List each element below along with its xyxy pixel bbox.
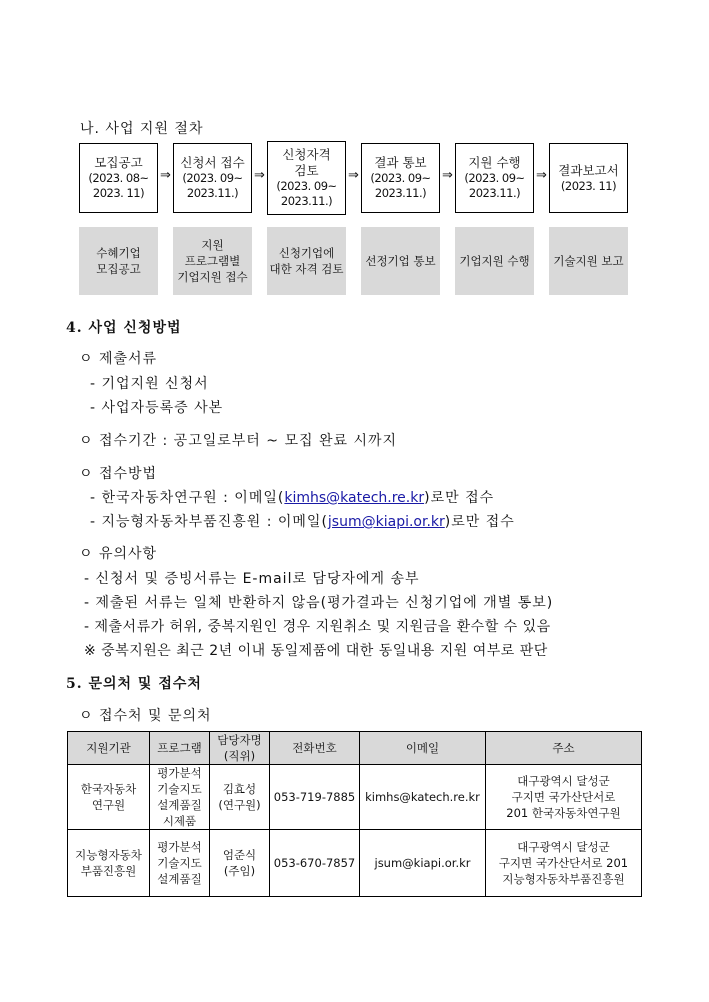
table-header-row bbox=[68, 732, 642, 765]
method-suffix: )로만 접수 bbox=[424, 490, 495, 506]
section4-title: 4. 사업 신청방법 bbox=[66, 320, 182, 336]
method-title: ㅇ 접수방법 bbox=[79, 466, 158, 482]
step-date: (2023. 08~ 2023. 11) bbox=[88, 171, 149, 200]
step-date: (2023. 09~ 2023.11.) bbox=[464, 171, 525, 200]
step-box-execution bbox=[455, 143, 534, 213]
header-cell: 전화번호 bbox=[270, 732, 360, 765]
step-box-review bbox=[267, 141, 346, 215]
step-description: 수혜기업 모집공고 bbox=[79, 227, 158, 295]
note-item: - 제출된 서류는 일체 반환하지 않음(평가결과는 신청기업에 개별 통보) bbox=[84, 595, 554, 611]
arrow-icon: ⇒ bbox=[536, 168, 547, 183]
method-katech bbox=[90, 487, 494, 507]
table-cell: 김효성 (연구원) bbox=[210, 765, 270, 830]
method-suffix: )로만 접수 bbox=[444, 514, 515, 530]
step-name: 신청자격 검토 bbox=[282, 147, 331, 178]
arrow-icon: ⇒ bbox=[442, 168, 453, 183]
step-description: 기업지원 수행 bbox=[455, 227, 534, 295]
method-prefix: - 한국자동차연구원 : 이메일( bbox=[90, 490, 285, 506]
table-cell: 한국자동차 연구원 bbox=[68, 765, 150, 830]
header-cell: 지원기관 bbox=[68, 732, 150, 765]
table-cell: jsum@kiapi.or.kr bbox=[360, 830, 486, 897]
step-box-notification bbox=[361, 143, 440, 213]
step-name: 결과보고서 bbox=[558, 162, 619, 178]
warning-note: ※ 중복지원은 최근 2년 이내 동일제품에 대한 동일내용 지원 여부로 판단 bbox=[84, 643, 548, 659]
table-row bbox=[68, 765, 642, 830]
table-cell: 대구광역시 달성군 구지면 국가산단서로 201 지능형자동차부품진흥원 bbox=[486, 830, 642, 897]
section5-title: 5. 문의처 및 접수처 bbox=[66, 676, 202, 692]
method-kiapi bbox=[90, 511, 515, 531]
step-name: 모집공고 bbox=[94, 155, 143, 170]
step-box-application bbox=[173, 143, 252, 213]
step-name: 결과 통보 bbox=[374, 155, 427, 170]
table-cell: 053-670-7857 bbox=[270, 830, 360, 897]
docs-item: - 사업자등록증 사본 bbox=[90, 400, 224, 416]
header-cell: 프로그램 bbox=[150, 732, 210, 765]
contact-table bbox=[67, 731, 642, 897]
step-box-report bbox=[549, 143, 628, 213]
table-cell: 053-719-7885 bbox=[270, 765, 360, 830]
period-text: ㅇ 접수기간 : 공고일로부터 ~ 모집 완료 시까지 bbox=[79, 433, 398, 449]
step-description: 신청기업에 대한 자격 검토 bbox=[267, 227, 346, 295]
table-cell: kimhs@katech.re.kr bbox=[360, 765, 486, 830]
step-date: (2023. 11) bbox=[560, 178, 617, 193]
step-date: (2023. 09~ 2023.11.) bbox=[276, 179, 337, 208]
step-name: 신청서 접수 bbox=[180, 155, 245, 170]
header-cell: 주소 bbox=[486, 732, 642, 765]
table-cell: 평가분석 기술지도 설계품질 시제품 bbox=[150, 765, 210, 830]
table-cell: 대구광역시 달성군 구지면 국가산단서로 201 한국자동차연구원 bbox=[486, 765, 642, 830]
note-item: - 신청서 및 증빙서류는 E-mail로 담당자에게 송부 bbox=[84, 571, 420, 587]
contact-subtitle: ㅇ 접수처 및 문의처 bbox=[79, 708, 212, 724]
step-description: 지원 프로그램별 기업지원 접수 bbox=[173, 227, 252, 295]
arrow-icon: ⇒ bbox=[254, 168, 265, 183]
docs-title: ㅇ 제출서류 bbox=[79, 351, 158, 367]
procedure-heading: 나. 사업 지원 절차 bbox=[80, 121, 204, 137]
step-name: 지원 수행 bbox=[468, 155, 521, 170]
email-link-kiapi[interactable]: jsum@kiapi.or.kr bbox=[327, 514, 445, 530]
step-description: 선정기업 통보 bbox=[361, 227, 440, 295]
docs-item: - 기업지원 신청서 bbox=[90, 376, 209, 392]
notes-title: ㅇ 유의사항 bbox=[79, 546, 158, 562]
header-cell: 담당자명 (직위) bbox=[210, 732, 270, 765]
note-item: - 제출서류가 허위, 중복지원인 경우 지원취소 및 지원금을 환수할 수 있음 bbox=[84, 619, 551, 635]
arrow-icon: ⇒ bbox=[160, 168, 171, 183]
method-prefix: - 지능형자동차부품진흥원 : 이메일( bbox=[90, 514, 328, 530]
arrow-icon: ⇒ bbox=[348, 168, 359, 183]
step-description: 기술지원 보고 bbox=[549, 227, 628, 295]
table-cell: 지능형자동차 부품진흥원 bbox=[68, 830, 150, 897]
email-link-katech[interactable]: kimhs@katech.re.kr bbox=[284, 490, 425, 506]
table-cell: 엄준식 (주임) bbox=[210, 830, 270, 897]
table-row bbox=[68, 830, 642, 897]
table-cell: 평가분석 기술지도 설계품질 bbox=[150, 830, 210, 897]
header-cell: 이메일 bbox=[360, 732, 486, 765]
step-box-recruit bbox=[79, 143, 158, 213]
step-date: (2023. 09~ 2023.11.) bbox=[182, 171, 243, 200]
step-date: (2023. 09~ 2023.11.) bbox=[370, 171, 431, 200]
